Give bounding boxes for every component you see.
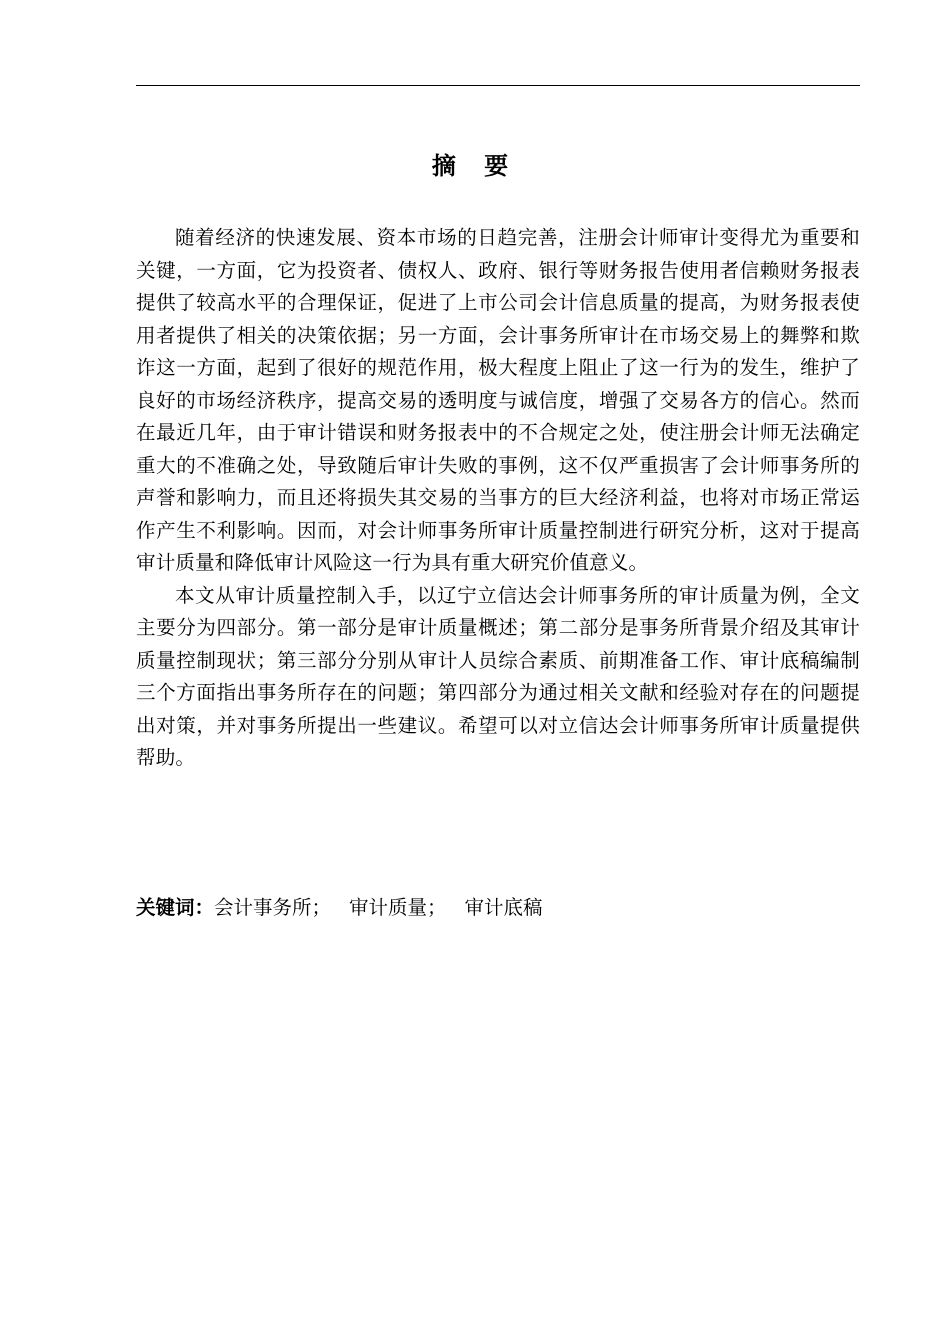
header-rule — [136, 85, 860, 86]
keyword-item: 会计事务所； — [214, 896, 332, 919]
keywords-label: 关键词： — [136, 896, 215, 919]
abstract-paragraph-1: 随着经济的快速发展、资本市场的日趋完善，注册会计师审计变得尤为重要和关键，一方面，它为投资者、债权人、政府、银行等财务报告使用者信赖财务报表提供了较高水平的合理保证，促进了上市公司会计信息质量的提高，为财务报表使用者提供了相关的决策依据；另一方面，会计事务所审计在市场交易上的舞弊和欺诈这一方面，起到了很好的规范作用，极大程度上阻止了这一行为的发生，维护了良好的市场经济秩序，提高交易的透明度与诚信度，增强了交易各方的信心。然而在最近几年，由于审计错误和财务报表中的不合规定之处，使注册会计师无法确定重大的不准确之处，导致随后审计失败的事例，这不仅严重损害了会计师事务所的声誉和影响力，而且还将损失其交易的当事方的巨大经济利益，也将对市场正常运作产生不利影响。因而，对会计师事务所审计质量控制进行研究分析，这对于提高审计质量和降低审计风险这一行为具有重大研究价值意义。 — [136, 226, 860, 574]
keyword-item: 审计质量； — [349, 896, 447, 919]
abstract-body — [136, 222, 860, 775]
abstract-title: 摘 要 — [431, 152, 519, 180]
abstract-paragraph-2: 本文从审计质量控制入手，以辽宁立信达会计师事务所的审计质量为例，全文主要分为四部分。第一部分是审计质量概述；第二部分是事务所背景介绍及其审计质量控制现状；第三部分分别从审计人员综合素质、前期准备工作、审计底稿编制三个方面指出事务所存在的问题；第四部分为通过相关文献和经验对存在的问题提出对策，并对事务所提出一些建议。希望可以对立信达会计师事务所审计质量提供帮助。 — [136, 583, 860, 769]
keywords-line — [136, 892, 860, 924]
keyword-item: 审计底稿 — [464, 896, 543, 919]
